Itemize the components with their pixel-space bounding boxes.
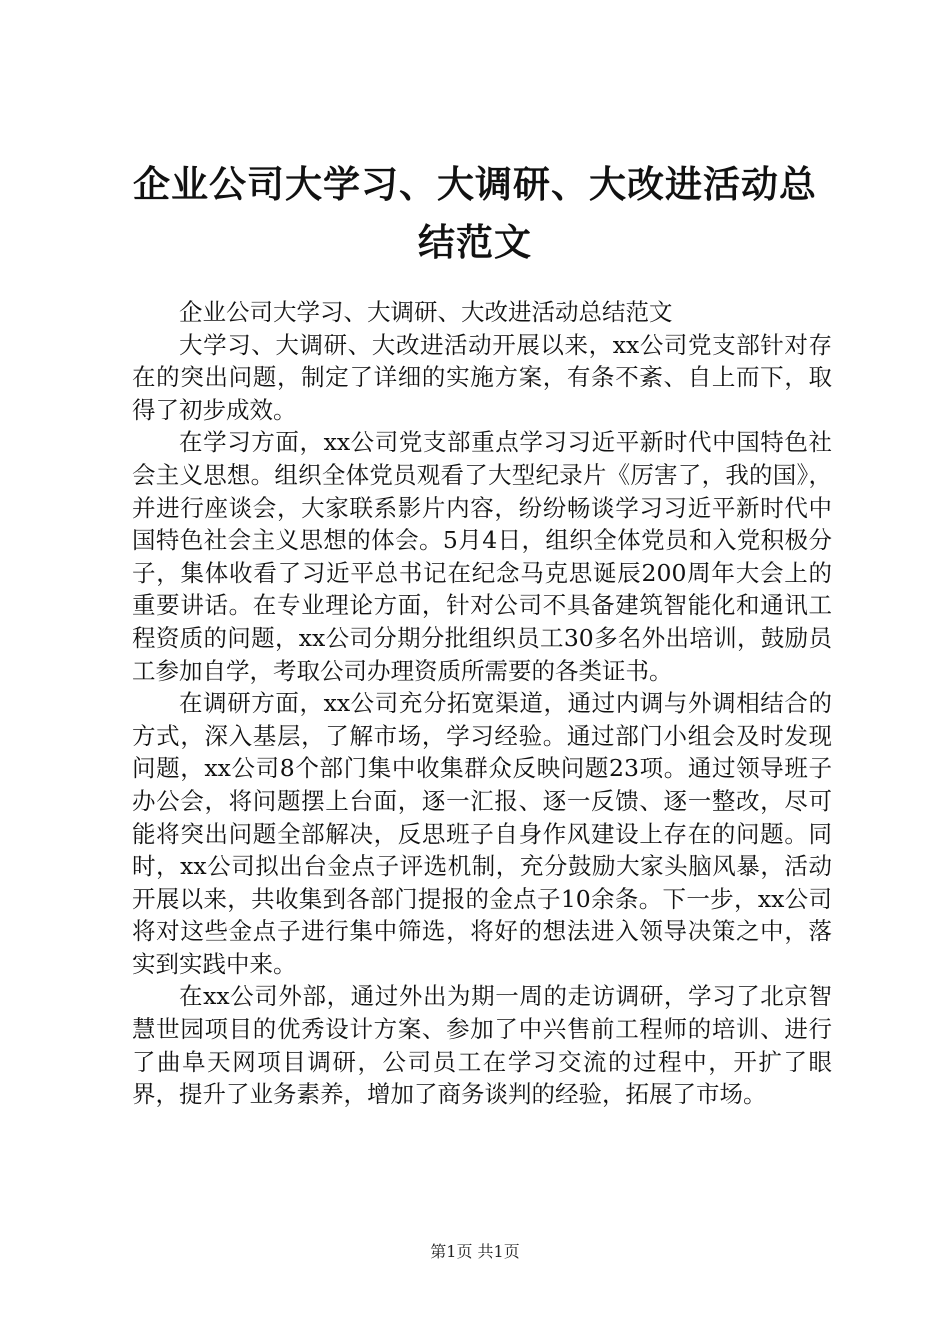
page-number-footer: 第1页 共1页 — [430, 1242, 520, 1261]
document-subtitle: 企业公司大学习、大调研、大改进活动总结范文 — [179, 298, 673, 326]
paragraph-study: 在学习方面，xx公司党支部重点学习习近平新时代中国特色社会主义思想。组织全体党员观看了大型纪录片《厉害了，我的国》，并进行座谈会，大家联系影片内容，纷纷畅谈学习习近平新时代中国特色社会主义思想的体会。5月4日，组织全体党员和入党积极分子，集体收看了习近平总书记在纪念马克思诞辰200周年大会上的重要讲话。在专业理论方面，针对公司不具备建筑智能化和通讯工程资质的问题，xx公司分期分批组织员工30多名外出培训，鼓励员工参加自学，考取公司办理资质所需要的各类证书。 — [132, 428, 832, 685]
paragraph-external: 在xx公司外部，通过外出为期一周的走访调研，学习了北京智慧世园项目的优秀设计方案、参加了中兴售前工程师的培训、进行了曲阜天网项目调研，公司员工在学习交流的过程中，开扩了眼界，提升了业务素养，增加了商务谈判的经验，拓展了市场。 — [132, 982, 832, 1109]
paragraph-intro: 大学习、大调研、大改进活动开展以来，xx公司党支部针对存在的突出问题，制定了详细的实施方案，有条不紊、自上而下，取得了初步成效。 — [132, 330, 832, 424]
paragraph-research: 在调研方面，xx公司充分拓宽渠道，通过内调与外调相结合的方式，深入基层，了解市场，学习经验。通过部门小组会及时发现问题，xx公司8个部门集中收集群众反映问题23项。通过领导班子办公会，将问题摆上台面，逐一汇报、逐一反馈、逐一整改，尽可能将突出问题全部解决，反思班子自身作风建设上存在的问题。同时，xx公司拟出台金点子评选机制，充分鼓励大家头脑风暴，活动开展以来，共收集到各部门提报的金点子10余条。下一步，xx公司将对这些金点子进行集中筛选，将好的想法进入领导决策之中，落实到实践中来。 — [132, 689, 832, 978]
document-body — [132, 296, 832, 1111]
document-title: 企业公司大学习、大调研、大改进活动总结范文 — [133, 163, 817, 264]
